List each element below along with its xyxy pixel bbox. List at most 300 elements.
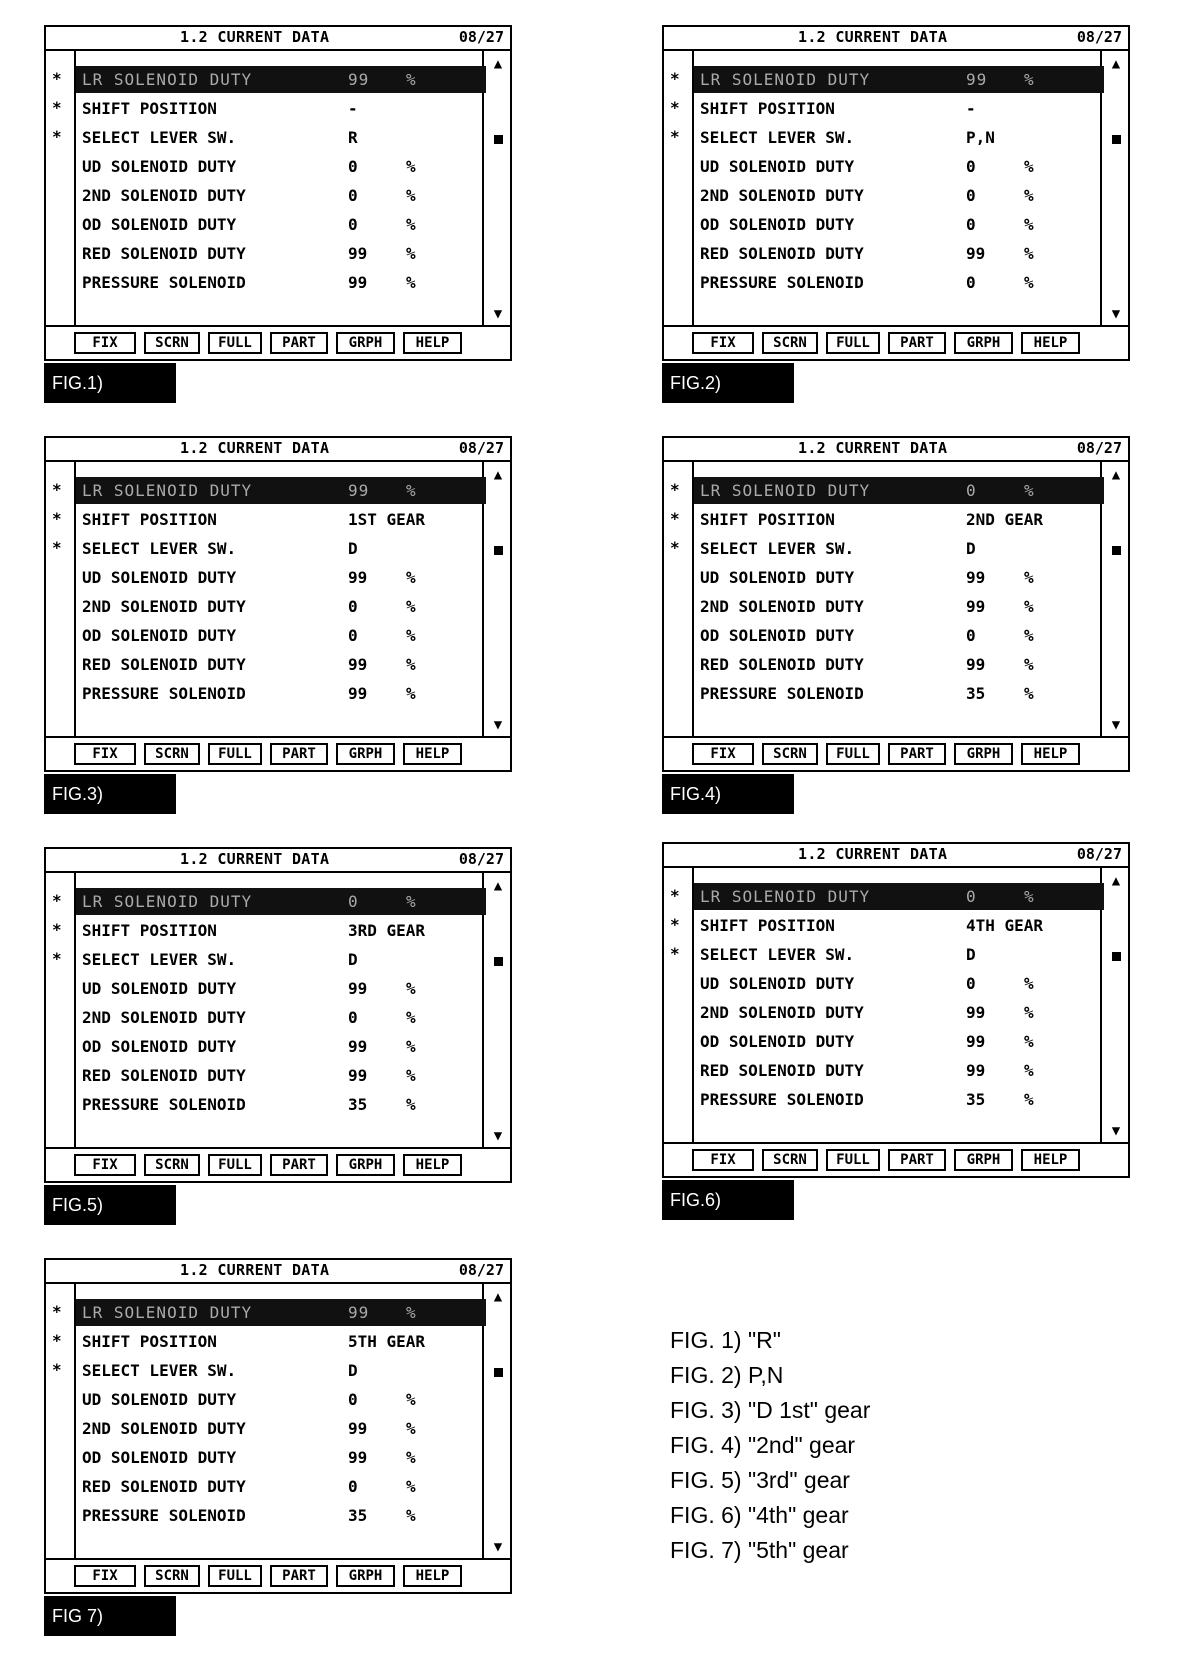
row-unit: % [406,157,416,176]
scroll-thumb[interactable] [1112,546,1121,555]
row-value: 99 [966,244,986,263]
fixed-item-marker: * [52,480,62,499]
screen-title: 1.2 CURRENT DATA [180,439,330,457]
screen-title: 1.2 CURRENT DATA [180,850,330,868]
fixed-item-marker: * [52,69,62,88]
row-label: LR SOLENOID DUTY [82,892,253,911]
scan-tool-screen [662,436,1130,772]
row-value: 99 [966,568,986,587]
row-value: 99 [348,70,370,89]
row-value: 99 [348,1448,368,1467]
scroll-thumb[interactable] [1112,952,1121,961]
caption: FIG. 1) "R" [670,1327,781,1353]
row-label: OD SOLENOID DUTY [700,215,855,234]
title-bar [46,438,510,462]
data-list [46,887,486,1119]
fixed-item-marker: * [52,920,62,939]
row-value: 1ST GEAR [348,510,426,529]
fixed-item-marker: * [670,886,680,905]
scan-tool-screen [44,1258,512,1594]
row-label: UD SOLENOID DUTY [700,157,855,176]
row-unit: % [406,1390,416,1409]
data-row-lr[interactable] [664,65,1104,94]
fkey-help-button[interactable]: HELP [1021,1149,1080,1171]
data-row-red[interactable] [46,239,486,268]
row-unit: % [1024,1061,1034,1080]
data-row-ud[interactable] [664,563,1104,592]
figure-6 [662,842,1132,1210]
row-label: LR SOLENOID DUTY [82,1303,253,1322]
data-row-od[interactable] [664,1027,1104,1056]
data-row-shift[interactable] [664,911,1104,940]
fkey-help-button[interactable]: HELP [403,1565,462,1587]
row-label: RED SOLENOID DUTY [82,1477,246,1496]
fkey-part-button[interactable]: PART [270,743,328,765]
data-row-od[interactable] [664,621,1104,650]
row-label: LR SOLENOID DUTY [82,481,253,500]
fkey-full-button[interactable]: FULL [826,332,880,354]
figure-label: FIG.3) [44,774,176,814]
fkey-scrn-button[interactable]: SCRN [144,1565,200,1587]
scroll-down-icon[interactable]: ▼ [1111,717,1121,733]
row-unit: % [1024,655,1034,674]
fkey-full-button[interactable]: FULL [208,332,262,354]
row-value: 0 [966,626,976,645]
row-value: 5TH GEAR [348,1332,426,1351]
scroll-thumb[interactable] [494,135,503,144]
row-value: 0 [348,186,358,205]
row-label: UD SOLENOID DUTY [82,157,237,176]
data-row-od[interactable] [46,1032,486,1061]
row-value: 0 [348,1477,358,1496]
row-unit: % [406,70,417,89]
data-row-select[interactable] [46,534,486,563]
scroll-down-icon[interactable]: ▼ [493,1539,503,1555]
fkey-scrn-button[interactable]: SCRN [144,743,200,765]
data-row-nd2[interactable] [664,181,1104,210]
data-row-select[interactable] [664,123,1104,152]
fixed-item-marker: * [670,127,680,146]
title-bar [46,27,510,51]
fkey-full-button[interactable]: FULL [208,1565,262,1587]
data-row-od[interactable] [664,210,1104,239]
row-unit: % [406,1477,416,1496]
scroll-down-icon[interactable]: ▼ [493,717,503,733]
row-unit: % [406,1037,416,1056]
row-label: SHIFT POSITION [82,510,217,529]
fkey-scrn-button[interactable]: SCRN [762,1149,818,1171]
row-value: 0 [966,481,977,500]
row-unit: % [406,215,416,234]
row-value: - [348,99,358,118]
data-row-pressure[interactable] [46,679,486,708]
caption: FIG. 4) "2nd" gear [670,1432,856,1458]
figure-5 [44,847,514,1215]
row-unit: % [406,481,417,500]
row-label: OD SOLENOID DUTY [82,1448,237,1467]
fkey-grph-button[interactable]: GRPH [336,1154,395,1176]
data-row-lr[interactable] [46,887,486,916]
row-label: RED SOLENOID DUTY [700,244,864,263]
row-label: SELECT LEVER SW. [700,128,855,147]
row-value: 99 [348,1303,370,1322]
scroll-down-icon[interactable]: ▼ [1111,1123,1121,1139]
screen-title: 1.2 CURRENT DATA [798,28,948,46]
fixed-item-marker: * [52,1360,62,1379]
data-row-red[interactable] [664,239,1104,268]
row-value: 99 [348,1066,368,1085]
row-value: 0 [966,215,976,234]
scan-tool-screen [662,842,1130,1178]
row-unit: % [1024,157,1034,176]
row-unit: % [406,1448,416,1467]
scroll-down-icon[interactable]: ▼ [493,1128,503,1144]
row-value: 0 [348,157,358,176]
data-row-nd2[interactable] [46,592,486,621]
scroll-up-icon[interactable]: ▲ [493,56,503,72]
scroll-thumb[interactable] [1112,135,1121,144]
row-label: SELECT LEVER SW. [700,945,855,964]
fkey-grph-button[interactable]: GRPH [336,332,395,354]
row-label: RED SOLENOID DUTY [82,244,246,263]
data-row-ud[interactable] [46,974,486,1003]
caption: FIG. 2) P,N [670,1362,784,1388]
caption: FIG. 3) "D 1st" gear [670,1397,871,1423]
row-value: 0 [348,597,358,616]
data-row-red[interactable] [46,1472,486,1501]
function-key-bar [46,736,510,770]
fkey-help-button[interactable]: HELP [403,332,462,354]
row-value: 35 [966,684,986,703]
function-key-bar [46,1147,510,1181]
row-label: PRESSURE SOLENOID [700,273,864,292]
row-label: PRESSURE SOLENOID [82,1506,246,1525]
row-label: SHIFT POSITION [82,99,217,118]
fkey-grph-button[interactable]: GRPH [336,1565,395,1587]
row-value: 99 [348,655,368,674]
row-value: 0 [348,1390,358,1409]
row-label: LR SOLENOID DUTY [700,887,871,906]
row-unit: % [406,1095,416,1114]
row-value: 0 [348,626,358,645]
row-unit: % [406,979,416,998]
fkey-scrn-button[interactable]: SCRN [144,1154,200,1176]
page-counter: 08/27 [1076,439,1122,457]
function-key-bar [664,1142,1128,1176]
row-label: PRESSURE SOLENOID [700,1090,864,1109]
fkey-part-button[interactable]: PART [888,743,946,765]
data-row-red[interactable] [664,1056,1104,1085]
data-row-shift[interactable] [46,916,486,945]
data-list [46,65,486,297]
fixed-item-marker: * [670,915,680,934]
data-row-shift[interactable] [46,505,486,534]
scroll-up-icon[interactable]: ▲ [493,467,503,483]
fkey-fix-button[interactable]: FIX [692,332,754,354]
row-value: 35 [966,1090,986,1109]
row-unit: % [1024,887,1035,906]
row-value: 99 [348,979,368,998]
fkey-help-button[interactable]: HELP [1021,743,1080,765]
row-unit: % [1024,597,1034,616]
data-row-nd2[interactable] [664,998,1104,1027]
data-row-pressure[interactable] [664,1085,1104,1114]
row-value: D [966,539,976,558]
row-value: 99 [348,684,368,703]
row-label: 2ND SOLENOID DUTY [82,1419,246,1438]
row-value: 4TH GEAR [966,916,1044,935]
fixed-item-marker: * [52,1331,62,1350]
row-unit: % [1024,1032,1034,1051]
fkey-full-button[interactable]: FULL [826,743,880,765]
function-key-bar [46,1558,510,1592]
row-label: OD SOLENOID DUTY [700,626,855,645]
scan-tool-screen [44,25,512,361]
data-row-lr[interactable] [46,476,486,505]
screen-title: 1.2 CURRENT DATA [180,1261,330,1279]
scan-tool-screen [44,436,512,772]
row-unit: % [1024,626,1034,645]
scroll-thumb[interactable] [494,1368,503,1377]
data-row-select[interactable] [664,940,1104,969]
figure-3 [44,436,514,804]
row-value: 99 [348,568,368,587]
row-label: UD SOLENOID DUTY [82,568,237,587]
data-row-ud[interactable] [664,152,1104,181]
row-label: PRESSURE SOLENOID [82,273,246,292]
row-unit: % [406,568,416,587]
fkey-scrn-button[interactable]: SCRN [762,332,818,354]
data-row-od[interactable] [46,210,486,239]
data-row-ud[interactable] [46,152,486,181]
scroll-down-icon[interactable]: ▼ [493,306,503,322]
row-value: 99 [966,1061,986,1080]
row-unit: % [406,273,416,292]
row-value: 35 [348,1095,368,1114]
data-row-od[interactable] [46,1443,486,1472]
row-unit: % [406,597,416,616]
scroll-up-icon[interactable]: ▲ [493,878,503,894]
figure-label: FIG.4) [662,774,794,814]
fkey-help-button[interactable]: HELP [403,743,462,765]
row-value: 99 [966,70,988,89]
fkey-grph-button[interactable]: GRPH [954,743,1013,765]
row-unit: % [1024,215,1034,234]
fkey-grph-button[interactable]: GRPH [954,332,1013,354]
row-value: 99 [348,244,368,263]
fkey-fix-button[interactable]: FIX [74,1565,136,1587]
row-value: 99 [348,481,370,500]
row-unit: % [1024,974,1034,993]
row-unit: % [1024,481,1035,500]
row-value: 99 [966,1032,986,1051]
figure-4 [662,436,1132,804]
page-counter: 08/27 [458,1261,504,1279]
scroll-up-icon[interactable]: ▲ [1111,467,1121,483]
data-row-lr[interactable] [664,882,1104,911]
data-row-lr[interactable] [664,476,1104,505]
row-value: - [966,99,976,118]
data-row-nd2[interactable] [46,1414,486,1443]
data-row-shift[interactable] [664,505,1104,534]
row-unit: % [1024,244,1034,263]
row-unit: % [406,186,416,205]
screen-title: 1.2 CURRENT DATA [798,845,948,863]
page-counter: 08/27 [458,439,504,457]
fixed-item-marker: * [52,509,62,528]
figure-1 [44,25,514,393]
title-bar [46,849,510,873]
data-row-pressure[interactable] [664,268,1104,297]
row-label: PRESSURE SOLENOID [82,684,246,703]
row-unit: % [406,244,416,263]
row-label: UD SOLENOID DUTY [82,1390,237,1409]
row-label: SHIFT POSITION [700,510,835,529]
function-key-bar [46,325,510,359]
data-row-shift[interactable] [46,94,486,123]
row-label: 2ND SOLENOID DUTY [82,186,246,205]
row-label: SHIFT POSITION [82,1332,217,1351]
data-row-red[interactable] [46,650,486,679]
row-label: RED SOLENOID DUTY [700,655,864,674]
row-unit: % [1024,1090,1034,1109]
fixed-item-marker: * [52,1302,62,1321]
row-unit: % [1024,1003,1034,1022]
scroll-down-icon[interactable]: ▼ [1111,306,1121,322]
fkey-full-button[interactable]: FULL [208,743,262,765]
caption-list [670,1323,870,1568]
row-value: 2ND GEAR [966,510,1044,529]
data-row-select[interactable] [664,534,1104,563]
data-list [664,65,1104,297]
row-value: 0 [966,974,976,993]
row-label: SHIFT POSITION [700,99,835,118]
scan-tool-screen [662,25,1130,361]
row-value: D [348,539,358,558]
scroll-up-icon[interactable]: ▲ [493,1289,503,1305]
fkey-part-button[interactable]: PART [270,1565,328,1587]
row-unit: % [1024,568,1034,587]
row-unit: % [406,655,416,674]
row-value: 0 [966,887,977,906]
data-list [664,882,1104,1114]
scroll-up-icon[interactable]: ▲ [1111,873,1121,889]
fixed-item-marker: * [670,538,680,557]
row-unit: % [406,1303,417,1322]
scroll-thumb[interactable] [494,957,503,966]
fkey-fix-button[interactable]: FIX [74,743,136,765]
row-label: RED SOLENOID DUTY [700,1061,864,1080]
fkey-fix-button[interactable]: FIX [692,1149,754,1171]
fkey-full-button[interactable]: FULL [208,1154,262,1176]
title-bar [664,438,1128,462]
screen-title: 1.2 CURRENT DATA [180,28,330,46]
data-row-pressure[interactable] [46,1501,486,1530]
row-value: 3RD GEAR [348,921,426,940]
row-label: PRESSURE SOLENOID [700,684,864,703]
fkey-fix-button[interactable]: FIX [74,1154,136,1176]
data-row-select[interactable] [46,945,486,974]
title-bar [664,27,1128,51]
row-unit: % [406,626,416,645]
row-value: 0 [966,186,976,205]
row-unit: % [406,684,416,703]
fkey-fix-button[interactable]: FIX [692,743,754,765]
data-row-shift[interactable] [664,94,1104,123]
row-label: UD SOLENOID DUTY [82,979,237,998]
data-row-od[interactable] [46,621,486,650]
row-label: OD SOLENOID DUTY [82,1037,237,1056]
data-row-shift[interactable] [46,1327,486,1356]
figure-label: FIG.2) [662,363,794,403]
row-unit: % [1024,70,1035,89]
row-value: 0 [348,215,358,234]
data-row-lr[interactable] [46,65,486,94]
row-label: 2ND SOLENOID DUTY [700,186,864,205]
page-counter: 08/27 [1076,28,1122,46]
fkey-full-button[interactable]: FULL [826,1149,880,1171]
page-counter: 08/27 [458,850,504,868]
row-value: 99 [348,1419,368,1438]
row-unit: % [406,1419,416,1438]
data-row-select[interactable] [46,123,486,152]
fkey-part-button[interactable]: PART [888,332,946,354]
fkey-fix-button[interactable]: FIX [74,332,136,354]
fkey-part-button[interactable]: PART [270,332,328,354]
fkey-help-button[interactable]: HELP [1021,332,1080,354]
data-row-ud[interactable] [46,563,486,592]
row-unit: % [406,892,417,911]
data-row-lr[interactable] [46,1298,486,1327]
data-row-nd2[interactable] [664,592,1104,621]
data-row-nd2[interactable] [46,1003,486,1032]
fkey-scrn-button[interactable]: SCRN [762,743,818,765]
scroll-up-icon[interactable]: ▲ [1111,56,1121,72]
data-row-pressure[interactable] [46,1090,486,1119]
title-bar [664,844,1128,868]
row-label: OD SOLENOID DUTY [700,1032,855,1051]
row-label: SELECT LEVER SW. [700,539,855,558]
data-row-ud[interactable] [46,1385,486,1414]
row-unit: % [1024,273,1034,292]
figure-label: FIG.1) [44,363,176,403]
fkey-part-button[interactable]: PART [888,1149,946,1171]
data-row-pressure[interactable] [46,268,486,297]
row-label: SELECT LEVER SW. [82,128,237,147]
data-row-nd2[interactable] [46,181,486,210]
fkey-part-button[interactable]: PART [270,1154,328,1176]
fkey-help-button[interactable]: HELP [403,1154,462,1176]
row-label: OD SOLENOID DUTY [82,215,237,234]
row-label: 2ND SOLENOID DUTY [700,597,864,616]
fixed-item-marker: * [52,891,62,910]
data-row-pressure[interactable] [664,679,1104,708]
figure-2 [662,25,1132,393]
fkey-grph-button[interactable]: GRPH [954,1149,1013,1171]
row-value: 0 [966,273,976,292]
row-label: LR SOLENOID DUTY [700,70,871,89]
data-row-select[interactable] [46,1356,486,1385]
fixed-item-marker: * [52,538,62,557]
row-label: SELECT LEVER SW. [82,1361,237,1380]
data-row-ud[interactable] [664,969,1104,998]
scroll-thumb[interactable] [494,546,503,555]
fkey-scrn-button[interactable]: SCRN [144,332,200,354]
data-row-red[interactable] [46,1061,486,1090]
row-value: R [348,128,358,147]
data-row-red[interactable] [664,650,1104,679]
fkey-grph-button[interactable]: GRPH [336,743,395,765]
